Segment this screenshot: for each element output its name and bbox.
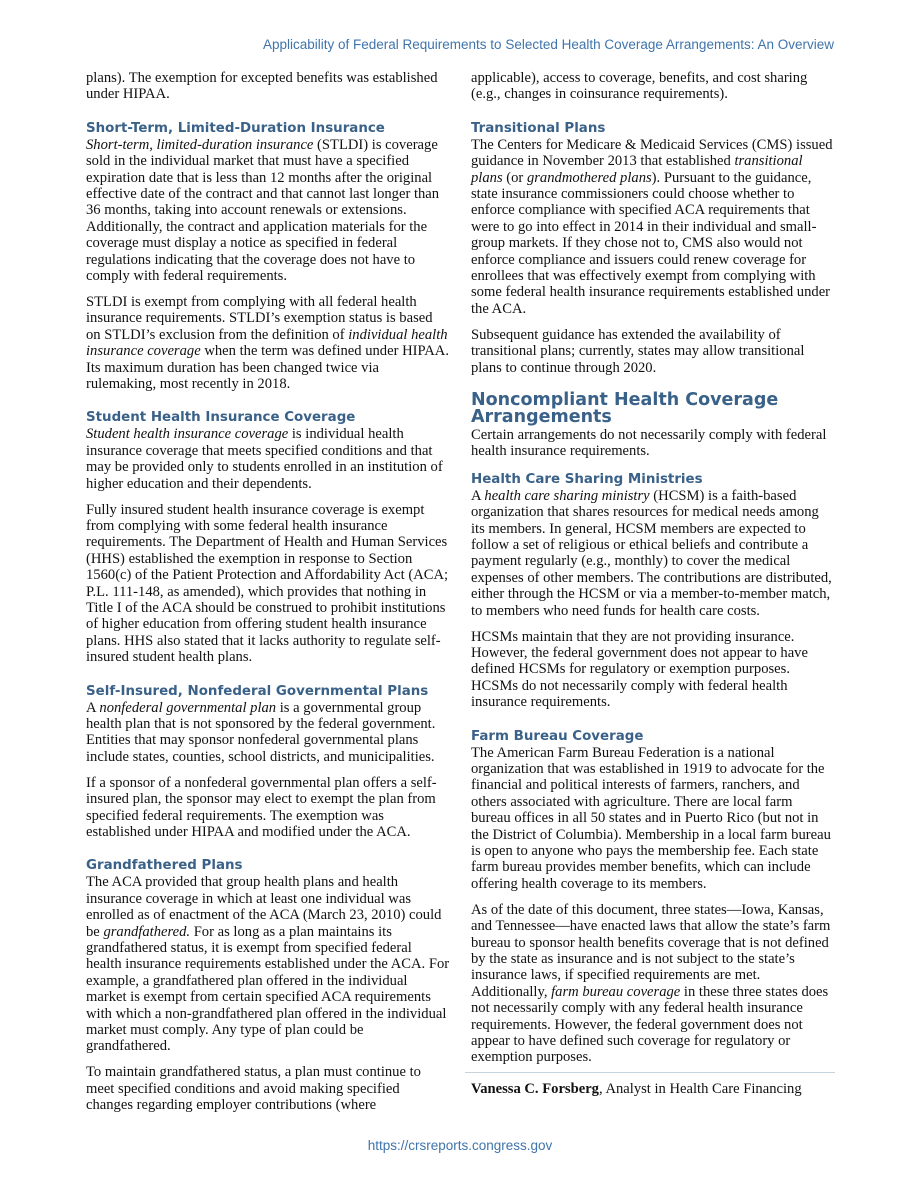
defined-term: nonfederal governmental plan	[99, 699, 277, 716]
author-name: Vanessa C. Forsberg	[471, 1080, 599, 1097]
paragraph: The Centers for Medicare & Medicaid Services (CMS) issued guidance in November 2013 that established transitional plans (or grandmothered plans). Pursuant to the guidance, state insurance commissioners could choose whether to enforce compliance with specified ACA requirements that were to go into effect in 2014 in their individual and small-group markets. If they chose not to, CMS also would not enforce compliance and issuers could renew coverage for enrollees that was effectively exempt from complying with some federal health insurance requirements established under the ACA.	[471, 136, 833, 317]
paragraph: The ACA provided that group health plans and health insurance coverage in which at least one individual was enrolled as of enactment of the ACA (March 23, 2010) could be grandfathered. For as long as a plan maintains its grandfathered status, it is exempt from specified federal health insurance requirements established under the ACA. For example, a grandfathered plan offered in the individual market is exempt from certain specified ACA requirements with which a non-grandfathered plan offered in the individual market must comply. Any type of plan could be grandfathered.	[86, 874, 450, 1055]
paragraph: Short-term, limited-duration insurance (STLDI) is coverage sold in the individual market that must have a specified expiration date that is less than 12 months after the original effective date of the contract and that cannot last longer than 36 months, taking into account renewals or extensions. Additionally, the contract and application materials for the coverage must display a notice as specified in federal regulations indicating that the coverage does not have to comply with federal requirements.	[86, 136, 440, 285]
paragraph: plans). The exemption for excepted benefits was established under HIPAA.	[86, 70, 438, 103]
paragraph: If a sponsor of a nonfederal governmental plan offers a self-insured plan, the sponsor may elect to exempt the plan from specified federal requirements. The exemption was established under HIPAA and modified under the ACA.	[86, 774, 437, 840]
defined-term: grandmothered plans	[526, 169, 652, 186]
defined-term: farm bureau coverage	[551, 983, 681, 1000]
right-column	[471, 70, 835, 1107]
footer-url-link[interactable]: https://crsreports.congress.gov	[367, 1138, 553, 1153]
section-heading-stldi: Short-Term, Limited-Duration Insurance	[86, 120, 385, 136]
page-footer	[0, 1138, 920, 1153]
defined-term: health care sharing ministry	[484, 487, 650, 504]
paragraph: A nonfederal governmental plan is a governmental group health plan that is not sponsored by the federal government. Entities that may sponsor nonfederal governmental plans include states, counties, school districts, and municipalities.	[86, 699, 436, 765]
defined-term: transitional plans	[471, 153, 803, 186]
paragraph: applicable), access to coverage, benefits, and cost sharing (e.g., changes in coinsurance requirements).	[471, 70, 808, 103]
section-heading-grandfathered: Grandfathered Plans	[86, 858, 243, 874]
section-heading-transitional: Transitional Plans	[471, 120, 606, 136]
running-header: Applicability of Federal Requirements to Selected Health Coverage Arrangements: An Overview	[262, 37, 834, 52]
defined-term: Student health insurance coverage	[86, 426, 289, 443]
defined-term: individual health insurance coverage	[86, 326, 448, 360]
paragraph: Student health insurance coverage is individual health insurance coverage that meets specified conditions and that may be provided only to students enrolled in an institution of higher education and their dependents.	[86, 426, 443, 492]
paragraph: To maintain grandfathered status, a plan must continue to meet specified conditions and avoid making specified changes regarding employer contributions (where	[86, 1064, 421, 1114]
section-heading-self-insured: Self-Insured, Nonfederal Governmental Plans	[86, 683, 429, 699]
defined-term: grandfathered.	[103, 923, 191, 940]
paragraph: Fully insured student health insurance coverage is exempt from complying with some federal health insurance requirements. The Department of Health and Human Services (HHS) established the exemption in response to Section 1560(c) of the Patient Protection and Affordability Act (ACA; P.L. 111-148, as amended), which provides that nothing in Title I of the ACA should be construed to prohibit institutions of higher education from offering student health insurance plans. HHS also stated that it lacks authority to regulate self-insured student health plans.	[86, 501, 449, 666]
paragraph: Certain arrangements do not necessarily comply with federal health insurance requirements.	[471, 427, 827, 460]
defined-term: Short-term, limited-duration insurance	[86, 136, 314, 153]
paragraph: STLDI is exempt from complying with all federal health insurance requirements. STLDI’s exemption status is based on STLDI’s exclusion from the definition of individual health insurance coverage when the term was defined under HIPAA. Its maximum duration has been changed twice via rulemaking, most recently in 2018.	[86, 293, 449, 392]
paragraph: Subsequent guidance has extended the availability of transitional plans; currently, states may allow transitional plans to continue through 2020.	[471, 326, 805, 376]
paragraph: The American Farm Bureau Federation is a national organization that was established in 1919 to advocate for the financial and political interests of farmers, ranchers, and others associated with agriculture. There are local farm bureau offices in all 50 states and in Puerto Rico (but not in the District of Columbia). Membership in a local farm bureau is open to anyone who pays the membership fee. Each state farm bureau provides member benefits, which can include offering health coverage to its members.	[471, 744, 831, 892]
paragraph: HCSMs maintain that they are not providing insurance. However, the federal government does not appear to have defined HCSMs for regulatory or exemption purposes. HCSMs do not necessarily comply with federal health insurance requirements.	[471, 628, 808, 711]
author-title: , Analyst in Health Care Financing	[598, 1080, 802, 1097]
section-heading-hcsm: Health Care Sharing Ministries	[471, 471, 703, 487]
section-heading-farm-bureau: Farm Bureau Coverage	[471, 728, 644, 744]
paragraph: A health care sharing ministry (HCSM) is a faith-based organization that shares resources for medical needs among its members. In general, HCSM members are expected to follow a set of religious or ethical beliefs and contribute a payment regularly (e.g., monthly) to cover the medical expenses of other members. The contributions are distributed, either through the HCSM or via a member-to-member match, to members who need funds for health care costs.	[471, 487, 832, 619]
section-heading-student: Student Health Insurance Coverage	[86, 410, 356, 426]
paragraph: As of the date of this document, three states—Iowa, Kansas, and Tennessee—have enacted laws that allow the state’s farm bureau to sponsor health benefits coverage that is not defined by the state as insurance and is not subject to the state’s insurance laws, if specified requirements are met. Additionally, farm bureau coverage in these three states does not necessarily comply with any federal health insurance requirements. However, the federal government does not appear to have defined such coverage for regulatory or exemption purposes.	[471, 901, 831, 1066]
left-column	[86, 70, 450, 1114]
major-heading-noncompliant: Noncompliant Health Coverage Arrangements	[471, 390, 779, 427]
author-divider	[465, 1072, 835, 1073]
author-line	[471, 1081, 835, 1097]
